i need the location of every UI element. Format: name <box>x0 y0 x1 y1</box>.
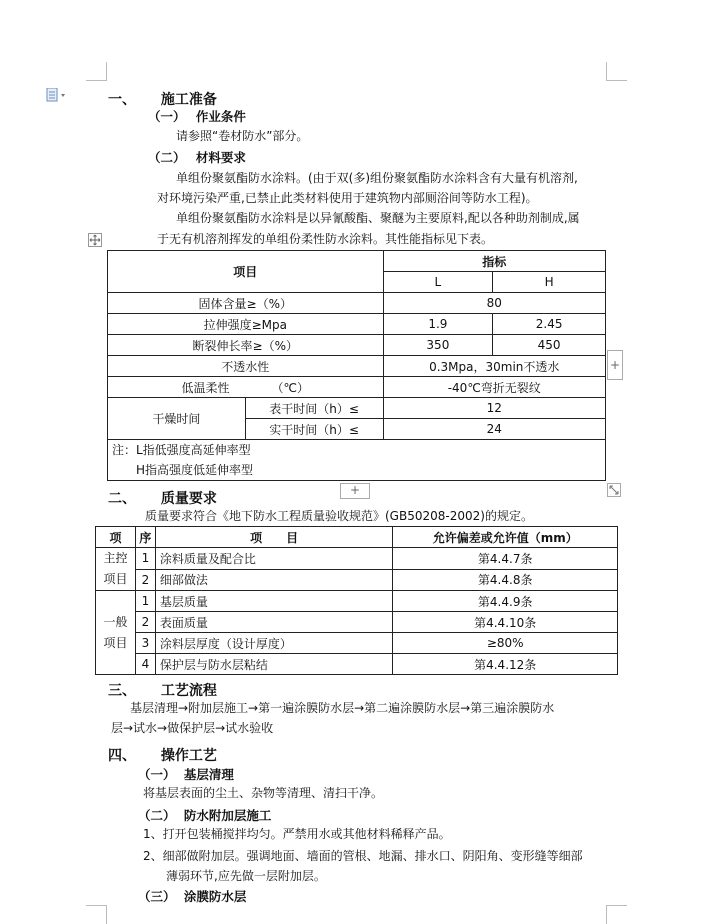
quality-table <box>95 526 618 675</box>
t1-note <box>108 440 606 481</box>
t2-tol: ≥80% <box>393 633 618 654</box>
t2-seq: 3 <box>135 633 155 654</box>
sec3-number: 三、 <box>108 683 136 699</box>
sec4-2-item1: 1、打开包装桶搅拌均匀。严禁用水或其他材料稀释产品。 <box>143 827 451 841</box>
t2-group-general-line1: 一般 <box>103 614 128 629</box>
add-row-button[interactable]: + <box>340 483 370 499</box>
t2-proj: 保护层与防水层粘结 <box>155 654 393 675</box>
sec1-title: 施工准备 <box>160 92 217 108</box>
add-column-button[interactable]: + <box>607 350 623 380</box>
sec1-1-paragraph: 请参照“卷材防水”部分。 <box>176 129 309 143</box>
t1-cell: 350 <box>383 335 493 356</box>
t1-sub-label: 实干时间（h）≤ <box>245 419 383 440</box>
properties-table <box>107 250 606 481</box>
t1-cell: 1.9 <box>383 314 493 335</box>
t2-header-proj: 项 目 <box>155 527 393 548</box>
t2-tol: 第4.4.9条 <box>393 591 618 612</box>
t1-header-L: L <box>383 272 493 293</box>
t1-cell: 24 <box>383 419 605 440</box>
sec1-1-number: （一） <box>148 109 186 124</box>
sec4-title: 操作工艺 <box>160 748 217 764</box>
sec4-2-item2-line1: 2、细部做附加层。强调地面、墙面的管根、地漏、排水口、阴阳角、变形缝等细部 <box>143 849 583 863</box>
t2-proj: 表面质量 <box>155 612 393 633</box>
t2-header-tol: 允许偏差或允许值（mm） <box>393 527 618 548</box>
sec2-paragraph: 质量要求符合《地下防水工程质量验收规范》(GB50208-2002)的规定。 <box>145 509 533 523</box>
t2-proj: 涂料质量及配合比 <box>155 548 393 570</box>
sec1-1-title: 作业条件 <box>195 109 246 124</box>
sec3-para-line2: 层→试水→做保护层→试水验收 <box>111 721 274 735</box>
t2-proj: 细部做法 <box>155 569 393 591</box>
sec1-2-para1-line2: 对环境污染严重,已禁止此类材料使用于建筑物内部厕浴间等防水工程)。 <box>157 191 538 205</box>
t2-header-seq: 序 <box>135 527 155 548</box>
sec4-2-heading <box>138 806 271 824</box>
t1-cell: 12 <box>383 398 605 419</box>
sec4-1-number: （一） <box>138 767 176 782</box>
document-icon[interactable] <box>46 88 68 102</box>
sec2-number: 二、 <box>108 491 136 507</box>
crop-mark-tr <box>606 62 627 81</box>
sec1-2-title: 材料要求 <box>195 150 246 165</box>
t2-tol: 第4.4.10条 <box>393 612 618 633</box>
sec4-2-item2-line2: 薄弱环节,应先做一层附加层。 <box>166 869 326 883</box>
sec4-3-number: （三） <box>138 889 176 904</box>
sec4-1-paragraph: 将基层表面的尘土、杂物等清理、清扫干净。 <box>143 786 384 800</box>
sec1-1-heading <box>148 107 246 125</box>
sec2-title: 质量要求 <box>160 491 217 507</box>
t1-note-line1: 注：L指低强度高延伸率型 <box>112 443 251 457</box>
t1-header-item: 项目 <box>108 251 384 293</box>
sec4-2-title: 防水附加层施工 <box>183 808 272 823</box>
t2-seq: 1 <box>135 591 155 612</box>
t1-row-label: 不透水性 <box>108 356 384 377</box>
t2-proj: 涂料层厚度（设计厚度） <box>155 633 393 654</box>
sec4-3-heading <box>138 887 246 905</box>
crop-mark-tl <box>86 62 107 81</box>
sec4-1-heading <box>138 765 234 783</box>
t1-header-H: H <box>493 272 606 293</box>
t2-group-general <box>96 591 136 675</box>
t2-seq: 1 <box>135 548 155 570</box>
crop-mark-bl <box>86 905 107 924</box>
t1-cell: 80 <box>383 293 605 314</box>
t1-row-label: 固体含量≥（%） <box>108 293 384 314</box>
table-move-handle-icon[interactable] <box>88 233 102 247</box>
t2-header-item: 项 <box>96 527 136 548</box>
t1-note-line2: H指高强度低延伸率型 <box>136 463 254 477</box>
sec3-heading <box>108 680 217 700</box>
t2-group-main-line2: 项目 <box>103 572 128 586</box>
sec4-number: 四、 <box>108 748 136 764</box>
sec1-2-para2-line1: 单组份聚氨酯防水涂料是以异氰酸酯、聚醚为主要原料,配以各种助剂制成,属 <box>176 211 580 225</box>
t2-tol: 第4.4.7条 <box>393 548 618 570</box>
t2-seq: 2 <box>135 569 155 591</box>
sec3-title: 工艺流程 <box>160 683 217 699</box>
t2-group-main <box>96 548 136 591</box>
sec1-2-heading <box>148 148 246 166</box>
table-resize-icon[interactable] <box>607 483 621 497</box>
t2-group-general-line2: 项目 <box>103 635 128 650</box>
t2-proj: 基层质量 <box>155 591 393 612</box>
t1-cell: 450 <box>493 335 606 356</box>
t1-cell: 0.3Mpa，30min不透水 <box>383 356 605 377</box>
t1-cell: -40℃弯折无裂纹 <box>383 377 605 398</box>
sec4-3-title: 涂膜防水层 <box>183 889 247 904</box>
crop-mark-br <box>606 905 627 924</box>
sec2-heading <box>108 488 217 508</box>
t1-row-label: 低温柔性 （℃） <box>108 377 384 398</box>
sec1-heading <box>108 89 217 109</box>
t1-cell: 2.45 <box>493 314 606 335</box>
t1-row-label: 拉伸强度≥Mpa <box>108 314 384 335</box>
t1-row-label: 断裂伸长率≥（%） <box>108 335 384 356</box>
t2-tol: 第4.4.8条 <box>393 569 618 591</box>
t1-sub-label: 表干时间（h）≤ <box>245 398 383 419</box>
t2-seq: 2 <box>135 612 155 633</box>
sec1-2-para2-line2: 于无有机溶剂挥发的单组份柔性防水涂料。其性能指标见下表。 <box>157 232 494 246</box>
sec4-1-title: 基层清理 <box>183 767 234 782</box>
sec3-para-line1: 基层清理→附加层施工→第一遍涂膜防水层→第二遍涂膜防水层→第三遍涂膜防水 <box>130 701 555 715</box>
t2-seq: 4 <box>135 654 155 675</box>
sec4-heading <box>108 745 217 765</box>
t2-group-main-line1: 主控 <box>103 551 128 565</box>
sec1-2-number: （二） <box>148 150 186 165</box>
sec4-2-number: （二） <box>138 808 176 823</box>
t1-row-label: 干燥时间 <box>108 398 246 440</box>
sec1-number: 一、 <box>108 92 136 108</box>
t1-header-index: 指标 <box>383 251 605 272</box>
t2-tol: 第4.4.12条 <box>393 654 618 675</box>
sec1-2-para1-line1: 单组份聚氨酯防水涂料。(由于双(多)组份聚氨酯防水涂料含有大量有机溶剂, <box>176 171 578 185</box>
